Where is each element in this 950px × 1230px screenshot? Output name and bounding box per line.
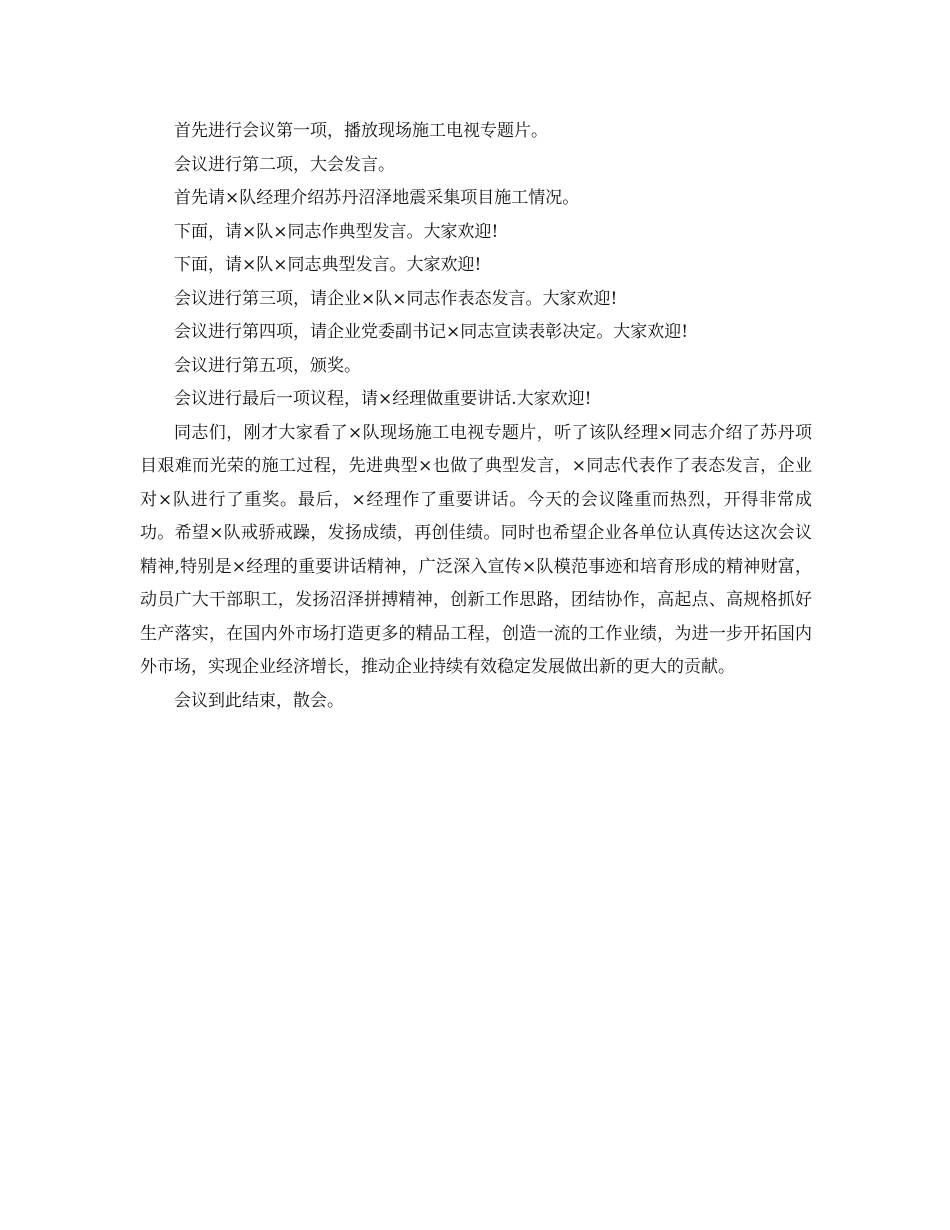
paragraph-item-4: 下面，请×队×同志作典型发言。大家欢迎!	[174, 221, 499, 242]
paragraph-item-1: 首先进行会议第一项，播放现场施工电视专题片。	[174, 121, 548, 141]
closing-remarks-paragraph: 同志们，刚才大家看了×队现场施工电视专题片，听了该队经理×同志介绍了苏丹项目艰难而光荣的施工过程，先进典型×也做了典型发言，×同志代表作了表态发言，企业对×队进行了重奖。最后，×经理作了重要讲话。今天的会议隆重而热烈，开得非常成功。希望×队戒骄戒躁，发扬成绩，再创佳绩。同时也希望企业各单位认真传达这次会议精神,特别是×经理的重要讲话精神，广泛深入宣传×队模范事迹和培育形成的精神财富，动员广大干部职工，发扬沼泽拼搏精神，创新工作思路，团结协作，高起点、高规格抓好生产落实，在国内外市场打造更多的精品工程，创造一流的工作业绩，为进一步开拓国内外市场，实现企业经济增长，推动企业持续有效稳定发展做出新的更大的贡献。	[140, 422, 812, 677]
paragraph-item-6: 会议进行第三项，请企业×队×同志作表态发言。大家欢迎!	[174, 288, 618, 309]
document-page	[140, 115, 812, 718]
paragraph-item-3: 首先请×队经理介绍苏丹沼泽地震采集项目施工情况。	[174, 188, 580, 208]
paragraph-item-5: 下面，请×队×同志典型发言。大家欢迎!	[174, 255, 482, 275]
paragraph-item-8: 会议进行第五项，颁奖。	[174, 355, 361, 376]
meeting-end-paragraph: 会议到此结束，散会。	[174, 690, 344, 711]
paragraph-item-9: 会议进行最后一项议程，请×经理做重要讲话.大家欢迎!	[174, 389, 592, 409]
paragraph-item-2: 会议进行第二项，大会发言。	[174, 154, 395, 175]
paragraph-item-7: 会议进行第四项，请企业党委副书记×同志宣读表彰决定。大家欢迎!	[174, 322, 689, 342]
